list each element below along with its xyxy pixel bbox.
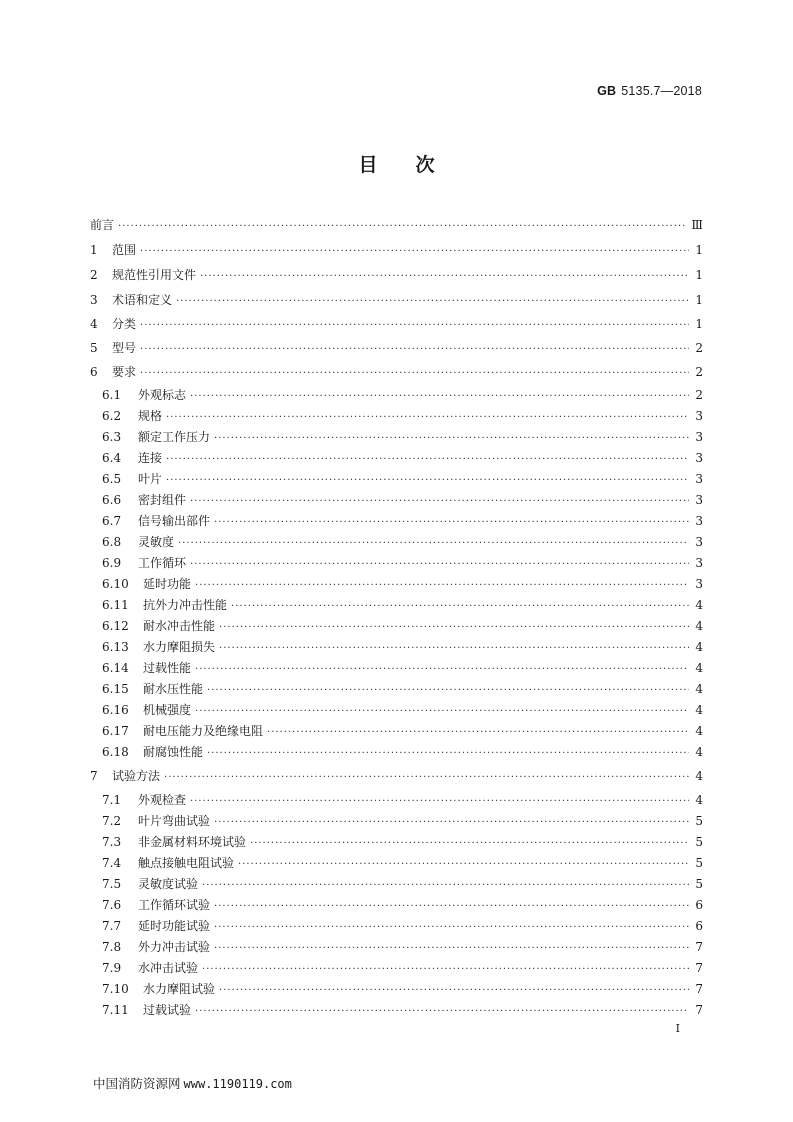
toc-entry-number: 7.6 [102, 898, 122, 912]
toc-dot-leader [140, 317, 689, 335]
toc-entry-page: 7 [695, 961, 703, 975]
toc-entry-number: 3 [90, 293, 98, 307]
toc-entry-number: 6 [90, 365, 98, 379]
toc-entry-title: 分类 [112, 317, 137, 331]
toc-entry[interactable] [90, 428, 703, 446]
toc-entry-page: 3 [695, 430, 703, 444]
toc-dot-leader [166, 451, 689, 469]
toc-entry[interactable] [90, 767, 703, 785]
toc-entry-title: 术语和定义 [112, 293, 173, 307]
toc-entry-page: 6 [695, 919, 703, 933]
toc-entry[interactable] [90, 386, 703, 404]
toc-entry[interactable] [90, 917, 703, 935]
toc-entry-page: 4 [695, 724, 703, 738]
toc-entry-title: 前言 [90, 218, 115, 232]
toc-entry[interactable] [90, 938, 703, 956]
toc-entry-page: 6 [695, 898, 703, 912]
toc-entry-number: 6.16 [102, 703, 129, 717]
toc-entry-number: 6.12 [102, 619, 129, 633]
toc-entry-title: 范围 [112, 243, 137, 257]
toc-dot-leader [202, 877, 689, 895]
standard-number: 5135.7—2018 [621, 84, 702, 98]
toc-entry[interactable] [90, 512, 703, 530]
toc-entry-page: 2 [695, 365, 703, 379]
toc-entry-number: 6.4 [102, 451, 122, 465]
toc-entry-number: 6.15 [102, 682, 129, 696]
toc-entry-page: 7 [695, 982, 703, 996]
toc-entry-title: 机械强度 [143, 703, 192, 717]
toc-entry-page: 1 [695, 268, 703, 282]
toc-entry-title: 触点接触电阻试验 [138, 856, 235, 870]
toc-entry-page: 2 [695, 341, 703, 355]
page-number: Ⅰ [675, 1022, 680, 1035]
toc-entry-number: 6.17 [102, 724, 129, 738]
toc-entry[interactable] [90, 533, 703, 551]
toc-dot-leader [190, 793, 689, 811]
toc-entry[interactable] [90, 812, 703, 830]
toc-entry-number: 6.6 [102, 493, 122, 507]
toc-entry-title: 额定工作压力 [138, 430, 211, 444]
footer-url[interactable]: www.1190119.com [183, 1077, 292, 1091]
toc-dot-leader [250, 835, 689, 853]
toc-entry-page: Ⅲ [691, 218, 703, 232]
toc-entry-number: 7.4 [102, 856, 122, 870]
toc-entry-number: 6.18 [102, 745, 129, 759]
toc-entry[interactable] [90, 315, 703, 333]
toc-entry-page: 3 [695, 556, 703, 570]
toc-entry[interactable] [90, 743, 703, 761]
toc-entry-page: 4 [695, 598, 703, 612]
toc-entry[interactable] [90, 216, 703, 234]
toc-entry[interactable] [90, 896, 703, 914]
toc-entry-title: 信号输出部件 [138, 514, 211, 528]
toc-entry-page: 4 [695, 661, 703, 675]
toc-dot-leader [207, 682, 689, 700]
toc-dot-leader [140, 243, 689, 261]
standard-prefix: GB [597, 84, 617, 98]
toc-entry-number: 6.2 [102, 409, 122, 423]
toc-entry-number: 7.9 [102, 961, 122, 975]
toc-dot-leader [214, 430, 689, 448]
toc-entry-page: 4 [695, 793, 703, 807]
toc-entry-title: 灵敏度 [138, 535, 175, 549]
toc-entry-number: 1 [90, 243, 98, 257]
toc-entry-title: 水冲击试验 [138, 961, 199, 975]
toc-entry-number: 7.11 [102, 1003, 129, 1017]
toc-entry-page: 5 [695, 877, 703, 891]
toc-entry-number: 7.10 [102, 982, 129, 996]
toc-dot-leader [214, 898, 689, 916]
toc-entry-number: 6.7 [102, 514, 122, 528]
toc-entry-number: 7 [90, 769, 98, 783]
toc-entry[interactable] [90, 241, 703, 259]
toc-dot-leader [200, 268, 689, 286]
toc-dot-leader [214, 814, 689, 832]
toc-dot-leader [190, 388, 689, 406]
toc-entry-page: 3 [695, 514, 703, 528]
toc-dot-leader [219, 640, 689, 658]
toc-entry-page: 4 [695, 745, 703, 759]
toc-entry-number: 6.3 [102, 430, 122, 444]
toc-entry-title: 耐腐蚀性能 [143, 745, 204, 759]
toc-entry-page: 4 [695, 703, 703, 717]
toc-entry-number: 6.10 [102, 577, 129, 591]
toc-dot-leader [207, 745, 689, 763]
toc-dot-leader [195, 1003, 689, 1021]
toc-entry-title: 过载性能 [143, 661, 192, 675]
toc-entry-page: 5 [695, 835, 703, 849]
toc-entry-page: 5 [695, 856, 703, 870]
toc-entry-number: 6.14 [102, 661, 129, 675]
toc-entry-page: 4 [695, 619, 703, 633]
toc-dot-leader [178, 535, 689, 553]
toc-dot-leader [195, 703, 689, 721]
toc-entry[interactable] [90, 407, 703, 425]
toc-dot-leader [140, 341, 689, 359]
toc-entry-title: 连接 [138, 451, 163, 465]
toc-entry[interactable] [90, 875, 703, 893]
toc-dot-leader [118, 218, 687, 236]
toc-entry-page: 3 [695, 409, 703, 423]
toc-entry-number: 6.9 [102, 556, 122, 570]
toc-entry-title: 外观检查 [138, 793, 187, 807]
toc-entry-title: 外观标志 [138, 388, 187, 402]
toc-entry[interactable] [90, 470, 703, 488]
toc-entry[interactable] [90, 596, 703, 614]
toc-entry-number: 7.7 [102, 919, 122, 933]
footer [93, 1074, 292, 1092]
toc-entry[interactable] [90, 554, 703, 572]
toc-entry-title: 型号 [112, 341, 137, 355]
toc-dot-leader [164, 769, 689, 787]
toc-entry-page: 3 [695, 493, 703, 507]
standard-code [597, 84, 702, 98]
toc-entry-number: 7.1 [102, 793, 122, 807]
toc-entry-title: 叶片弯曲试验 [138, 814, 211, 828]
toc-entry[interactable] [90, 959, 703, 977]
toc-entry-title: 密封组件 [138, 493, 187, 507]
toc-entry-page: 3 [695, 472, 703, 486]
toc-entry[interactable] [90, 854, 703, 872]
toc-entry-page: 3 [695, 577, 703, 591]
toc-dot-leader [140, 365, 689, 383]
toc-entry-title: 非金属材料环境试验 [138, 835, 247, 849]
toc-entry[interactable] [90, 833, 703, 851]
toc-entry-page: 4 [695, 769, 703, 783]
toc-entry-number: 4 [90, 317, 98, 331]
toc-entry-page: 7 [695, 1003, 703, 1017]
toc-dot-leader [214, 919, 689, 937]
toc-entry-page: 4 [695, 682, 703, 696]
toc-entry[interactable] [90, 339, 703, 357]
toc-entry-page: 2 [695, 388, 703, 402]
toc-dot-leader [190, 493, 689, 511]
toc-entry-title: 要求 [112, 365, 137, 379]
toc-entry[interactable] [90, 291, 703, 309]
toc-entry-number: 7.8 [102, 940, 122, 954]
toc-entry-number: 5 [90, 341, 98, 355]
toc-entry-title: 延时功能试验 [138, 919, 211, 933]
toc-entry-page: 1 [695, 293, 703, 307]
toc-entry-number: 6.11 [102, 598, 129, 612]
toc-entry-page: 3 [695, 451, 703, 465]
toc-entry-number: 6.1 [102, 388, 122, 402]
toc-entry-number: 6.13 [102, 640, 129, 654]
toc-entry[interactable] [90, 701, 703, 719]
toc-entry[interactable] [90, 575, 703, 593]
toc-entry[interactable] [90, 659, 703, 677]
toc-entry-title: 规格 [138, 409, 163, 423]
toc-dot-leader [219, 619, 689, 637]
toc-entry-number: 7.2 [102, 814, 122, 828]
toc-entry[interactable] [90, 791, 703, 809]
toc-entry[interactable] [90, 491, 703, 509]
toc-entry-page: 7 [695, 940, 703, 954]
toc-entry-title: 耐电压能力及绝缘电阻 [143, 724, 264, 738]
toc-entry-page: 5 [695, 814, 703, 828]
toc-entry-page: 1 [695, 243, 703, 257]
toc-entry[interactable] [90, 680, 703, 698]
toc-entry-title: 延时功能 [143, 577, 192, 591]
toc-entry[interactable] [90, 449, 703, 467]
toc-entry-page: 4 [695, 640, 703, 654]
toc-entry-title: 过载试验 [143, 1003, 192, 1017]
toc-entry-number: 6.8 [102, 535, 122, 549]
toc-dot-leader [267, 724, 689, 742]
toc-entry-title: 抗外力冲击性能 [143, 598, 228, 612]
toc-entry[interactable] [90, 266, 703, 284]
toc-entry-title: 耐水冲击性能 [143, 619, 216, 633]
toc-entry-title: 灵敏度试验 [138, 877, 199, 891]
toc-entry[interactable] [90, 363, 703, 381]
page-title: 目次 [358, 154, 473, 176]
toc-entry[interactable] [90, 722, 703, 740]
toc-dot-leader [195, 577, 689, 595]
toc-entry-title: 耐水压性能 [143, 682, 204, 696]
toc-entry-title: 工作循环 [138, 556, 187, 570]
toc-dot-leader [202, 961, 689, 979]
toc-entry[interactable] [90, 1001, 703, 1019]
toc-dot-leader [214, 514, 689, 532]
toc-dot-leader [195, 661, 689, 679]
toc-entry-title: 水力摩阻试验 [143, 982, 216, 996]
toc-entry[interactable] [90, 617, 703, 635]
toc-dot-leader [166, 409, 689, 427]
toc-entry-title: 规范性引用文件 [112, 268, 197, 282]
toc-dot-leader [176, 293, 689, 311]
toc-entry-number: 7.5 [102, 877, 122, 891]
toc-entry-number: 6.5 [102, 472, 122, 486]
toc-entry-title: 试验方法 [112, 769, 161, 783]
toc-entry-number: 7.3 [102, 835, 122, 849]
toc-entry-title: 工作循环试验 [138, 898, 211, 912]
toc-entry-page: 3 [695, 535, 703, 549]
toc-entry[interactable] [90, 980, 703, 998]
toc-dot-leader [238, 856, 689, 874]
footer-site-name: 中国消防资源网 [93, 1076, 181, 1091]
toc-dot-leader [166, 472, 689, 490]
toc-entry-page: 1 [695, 317, 703, 331]
toc-entry-title: 叶片 [138, 472, 163, 486]
toc-dot-leader [219, 982, 689, 1000]
toc-entry-title: 水力摩阻损失 [143, 640, 216, 654]
toc-dot-leader [190, 556, 689, 574]
toc-entry-number: 2 [90, 268, 98, 282]
toc-dot-leader [214, 940, 689, 958]
toc-entry[interactable] [90, 638, 703, 656]
toc-entry-title: 外力冲击试验 [138, 940, 211, 954]
toc-dot-leader [231, 598, 689, 616]
